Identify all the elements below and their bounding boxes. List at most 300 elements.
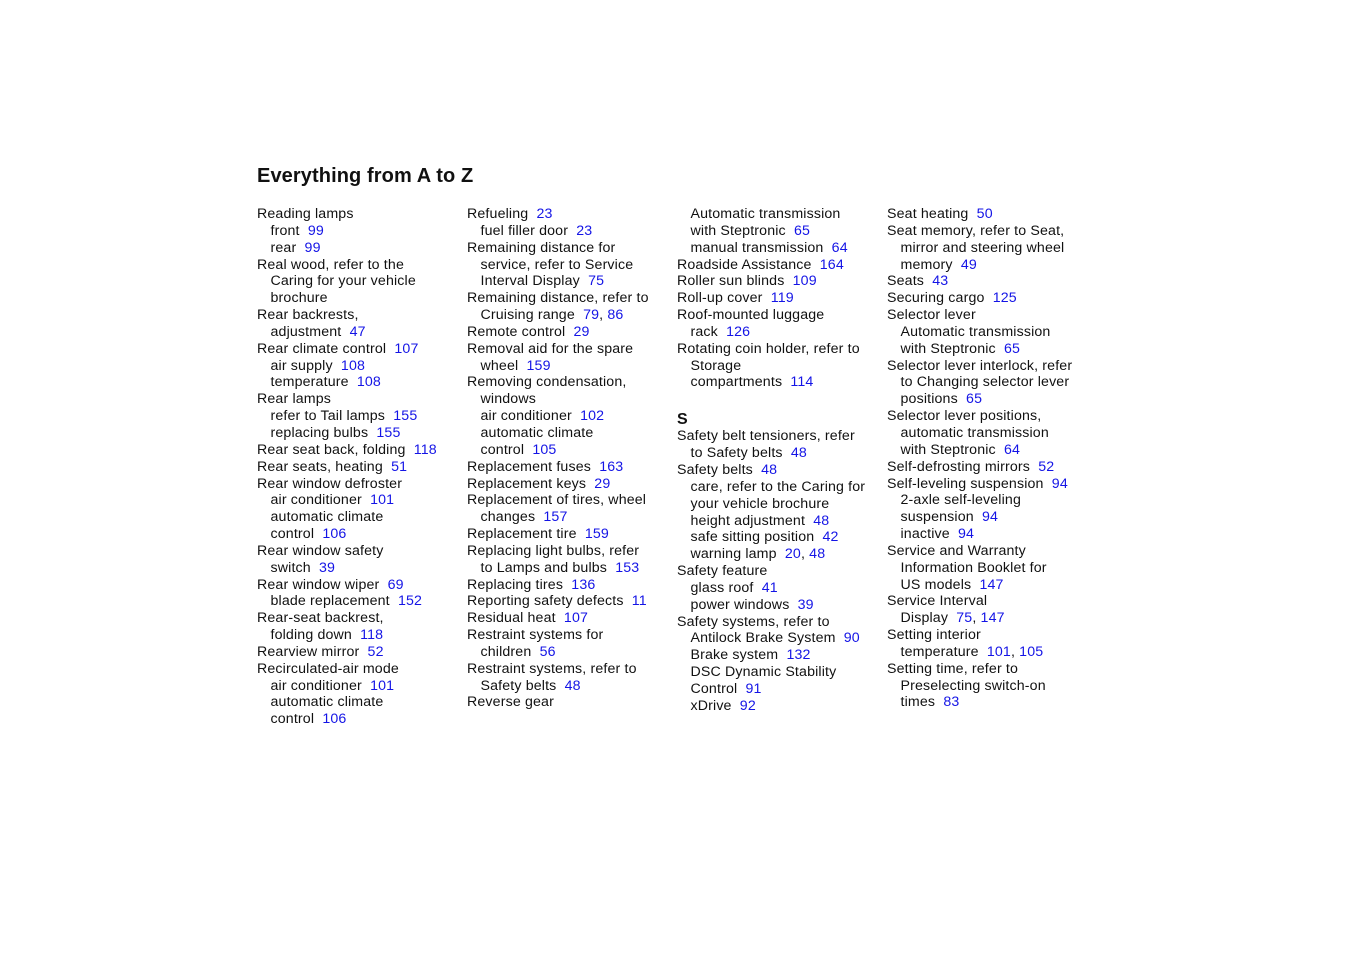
index-entry [257, 577, 462, 594]
index-entry [467, 694, 672, 711]
entry-text: Seats [887, 273, 925, 290]
entry-text: rack [690, 323, 718, 340]
index-subentry [677, 445, 882, 462]
entry-text: Rear-seat backrest, [257, 610, 384, 627]
entry-text: Replacement of tires, wheel [467, 492, 647, 509]
entry-text: Reverse gear [467, 694, 554, 711]
index-entry [887, 223, 1092, 240]
index-subentry [887, 374, 1092, 391]
page-link[interactable]: 119 [770, 290, 794, 307]
index-entry [467, 526, 672, 543]
entry-text: air conditioner [480, 408, 572, 425]
index-entry [257, 307, 462, 324]
index-subentry [257, 711, 462, 728]
entry-text: fuel filler door [480, 222, 569, 239]
page-link[interactable]: 83 [943, 694, 960, 711]
page-link[interactable]: 118 [413, 441, 437, 458]
page-link[interactable]: 132 [786, 647, 811, 664]
entry-text: Reporting safety defects [467, 593, 624, 610]
entry-text: Storage [690, 357, 742, 374]
page-link[interactable]: 105 [1019, 643, 1044, 660]
entry-text: Selector lever positions, [887, 408, 1042, 425]
page-link[interactable]: 106 [322, 526, 347, 543]
entry-text: wheel [480, 357, 519, 374]
entry-text: children [480, 643, 532, 660]
index-entry [467, 374, 672, 391]
index-entry [887, 307, 1092, 324]
page-link[interactable]: 64 [831, 239, 848, 256]
index-column-3 [677, 206, 882, 715]
page-link[interactable]: 49 [960, 256, 977, 273]
page-link[interactable]: 106 [322, 711, 347, 728]
index-entry [257, 543, 462, 560]
index-subentry [467, 425, 672, 442]
page-link[interactable]: 99 [304, 239, 321, 256]
index-entry [887, 543, 1092, 560]
index-subentry [677, 698, 882, 715]
entry-text: blade replacement [270, 593, 390, 610]
page-link[interactable]: 125 [992, 290, 1017, 307]
entry-text: Rear lamps [257, 391, 332, 408]
index-entry [887, 459, 1092, 476]
entry-text: to Lamps and bulbs [480, 559, 608, 576]
entry-text: Information Booklet for [900, 559, 1047, 576]
index-entry [257, 442, 462, 459]
index-subentry [887, 526, 1092, 543]
entry-text: Replacement tire [467, 526, 577, 543]
page-link[interactable]: 107 [394, 340, 419, 357]
index-subentry [257, 374, 462, 391]
index-subentry [257, 509, 462, 526]
index-column-4 [887, 206, 1092, 711]
entry-text: mirror and steering wheel [900, 239, 1065, 256]
index-subentry [467, 358, 672, 375]
entry-text: Restraint systems, refer to [467, 660, 637, 677]
entry-text: Setting time, refer to [887, 660, 1019, 677]
index-entry [677, 290, 882, 307]
page-link[interactable]: 48 [564, 677, 581, 694]
entry-text: manual transmission [690, 239, 824, 256]
page-link[interactable]: 105 [532, 441, 557, 458]
entry-text: US models [900, 576, 972, 593]
page-link[interactable]: 75 [588, 273, 605, 290]
index-entry [677, 273, 882, 290]
index-subentry [257, 593, 462, 610]
index-subentry [677, 223, 882, 240]
page-link[interactable]: 47 [349, 323, 366, 340]
entry-text: Rotating coin holder, refer to [677, 340, 860, 357]
page-link[interactable]: 136 [571, 576, 596, 593]
entry-text: folding down [270, 627, 352, 644]
index-subentry [257, 408, 462, 425]
entry-text: your vehicle brochure [690, 495, 830, 512]
entry-text: Safety belt tensioners, refer [677, 428, 855, 445]
entry-text: Selector lever interlock, refer [887, 357, 1073, 374]
entry-text: Automatic transmission [900, 323, 1051, 340]
entry-text: Service Interval [887, 593, 988, 610]
entry-text: Recirculated-air mode [257, 660, 399, 677]
entry-text: Self-leveling suspension [887, 475, 1044, 492]
page-link[interactable]: 118 [360, 627, 384, 644]
index-subentry [887, 391, 1092, 408]
page-link[interactable]: 126 [726, 323, 751, 340]
index-entry [887, 358, 1092, 375]
entry-text: Real wood, refer to the [257, 256, 404, 273]
page-link[interactable]: 92 [739, 697, 756, 714]
index-entry [677, 614, 882, 631]
entry-text: Caring for your vehicle [270, 273, 416, 290]
index-entry [887, 627, 1092, 644]
index-subentry [887, 341, 1092, 358]
page-link[interactable]: 29 [573, 323, 590, 340]
entry-text: Safety belts [677, 461, 753, 478]
page-link[interactable]: 101 [370, 677, 395, 694]
page-link[interactable]: 75 [956, 610, 973, 627]
entry-text: Safety systems, refer to [677, 613, 830, 630]
index-entry [467, 543, 672, 560]
index-subentry [467, 560, 672, 577]
entry-text: temperature [900, 643, 979, 660]
index-subentry: Cruising range 79, 86 [480, 307, 624, 324]
page-link[interactable]: 94 [1051, 475, 1068, 492]
index-entry [467, 610, 672, 627]
page-link[interactable]: 20 [784, 546, 801, 563]
page-link[interactable]: 11 [631, 593, 647, 610]
index-subentry [467, 391, 672, 408]
entry-text: to Safety belts [690, 445, 783, 462]
index-entry [257, 661, 462, 678]
index-subentry [887, 240, 1092, 257]
index-subentry [677, 374, 882, 391]
entry-text: Automatic transmission [690, 206, 841, 222]
entry-text: Rear seat back, folding [257, 441, 406, 458]
entry-text: Rear seats, heating [257, 458, 383, 475]
index-subentry [887, 442, 1092, 459]
entry-text: refer to Tail lamps [270, 408, 386, 425]
index-subentry [677, 597, 882, 614]
page-link[interactable]: 65 [794, 222, 811, 239]
entry-text: Remote control [467, 323, 566, 340]
index-subentry: temperature 101, 105 [900, 643, 1044, 660]
index-entry [887, 661, 1092, 678]
index-entry [467, 290, 672, 307]
entry-text: air supply [270, 357, 333, 374]
index-subentry [677, 358, 882, 375]
page-link[interactable]: 147 [980, 610, 1005, 627]
index-entry [467, 492, 672, 509]
page-link[interactable]: 51 [391, 458, 408, 475]
entry-text: automatic climate [270, 509, 384, 526]
index-subentry [257, 290, 462, 307]
entry-text: control [270, 526, 315, 543]
page-link[interactable]: 79 [583, 307, 600, 324]
entry-text: xDrive [690, 697, 732, 714]
index-subentry [887, 324, 1092, 341]
entry-text: Seat memory, refer to Seat, [887, 222, 1065, 239]
index-entry [467, 206, 672, 223]
entry-text: air conditioner [270, 677, 362, 694]
index-subentry: Display 75, 147 [900, 610, 1005, 627]
entry-text: Removing condensation, [467, 374, 627, 391]
index-subentry [677, 496, 882, 513]
entry-text: control [270, 711, 315, 728]
page-link[interactable]: 48 [809, 546, 826, 563]
page-link[interactable]: 23 [576, 222, 593, 239]
index-subentry [257, 678, 462, 695]
entry-text: Roadside Assistance [677, 256, 812, 273]
index-subentry [467, 408, 672, 425]
page-link[interactable]: 90 [843, 630, 860, 647]
index-entry [677, 341, 882, 358]
entry-text: brochure [270, 290, 328, 307]
index-subentry [257, 560, 462, 577]
index-subentry [257, 324, 462, 341]
page-link[interactable]: 157 [543, 509, 568, 526]
index-subentry [887, 577, 1092, 594]
page-link[interactable]: 101 [986, 643, 1011, 660]
entry-text: Self-defrosting mirrors [887, 458, 1030, 475]
index-entry [677, 307, 882, 324]
entry-text: with Steptronic [900, 340, 996, 357]
index-subentry [257, 358, 462, 375]
index-entry [887, 593, 1092, 610]
page-link[interactable]: 114 [790, 374, 814, 391]
page-link[interactable]: 99 [307, 222, 324, 239]
index-entry [467, 341, 672, 358]
index-entry [257, 459, 462, 476]
page-link[interactable]: 39 [319, 559, 336, 576]
page-link[interactable]: 101 [370, 492, 395, 509]
page-title: Everything from A to Z [257, 165, 474, 187]
index-column-1 [257, 206, 462, 728]
index-subentry [257, 694, 462, 711]
index-subentry [887, 694, 1092, 711]
entry-text: Replacing tires [467, 576, 564, 593]
entry-text: Reading lamps [257, 206, 354, 222]
page-link[interactable]: 42 [822, 529, 839, 546]
index-entry [257, 391, 462, 408]
entry-text: Brake system [690, 647, 779, 664]
entry-text: DSC Dynamic Stability [690, 664, 837, 681]
entry-text: automatic climate [270, 694, 384, 711]
entry-text: Roll-up cover [677, 290, 763, 307]
index-subentry [467, 223, 672, 240]
entry-text: control [480, 441, 525, 458]
index-subentry [677, 240, 882, 257]
entry-text: compartments [690, 374, 783, 391]
entry-text: power windows [690, 596, 790, 613]
entry-text: Roof-mounted luggage [677, 307, 825, 324]
index-subentry [257, 273, 462, 290]
page-link[interactable]: 23 [536, 206, 553, 222]
page-link[interactable]: 48 [761, 461, 778, 478]
index-entry [887, 290, 1092, 307]
entry-text: Safety belts [480, 677, 557, 694]
entry-text: replacing bulbs [270, 424, 369, 441]
page-link[interactable]: 69 [387, 576, 404, 593]
index-subentry [677, 664, 882, 681]
entry-text: air conditioner [270, 492, 362, 509]
index-subentry [257, 492, 462, 509]
entry-text: Antilock Brake System [690, 630, 836, 647]
entry-text: changes [480, 509, 536, 526]
index-subentry [257, 425, 462, 442]
entry-text: Display [900, 610, 949, 627]
index-subentry [887, 560, 1092, 577]
page-link[interactable]: 39 [797, 596, 814, 613]
entry-text: Service and Warranty [887, 542, 1026, 559]
index-entry [257, 206, 462, 223]
index-entry [257, 476, 462, 493]
index-entry [467, 593, 672, 610]
entry-text: Rear window wiper [257, 576, 380, 593]
page-link[interactable]: 91 [745, 680, 762, 697]
entry-text: Interval Display [480, 273, 580, 290]
index-subentry [467, 442, 672, 459]
index-entry [467, 476, 672, 493]
entry-text: glass roof [690, 579, 754, 596]
index-subentry [257, 223, 462, 240]
index-subentry [677, 580, 882, 597]
entry-text: temperature [270, 374, 349, 391]
entry-text: Rear window defroster [257, 475, 403, 492]
entry-text: Rearview mirror [257, 643, 360, 660]
index-subentry [677, 479, 882, 496]
entry-text: with Steptronic [690, 222, 786, 239]
index-subentry [677, 647, 882, 664]
entry-text: memory [900, 256, 953, 273]
page-link[interactable]: 164 [819, 256, 844, 273]
index-entry [467, 577, 672, 594]
page-link[interactable]: 159 [526, 357, 551, 374]
index-subentry [467, 273, 672, 290]
index-subentry [887, 509, 1092, 526]
index-entry [467, 661, 672, 678]
index-subentry [257, 240, 462, 257]
page-link[interactable]: 102 [580, 408, 605, 425]
entry-text: times [900, 694, 936, 711]
entry-text: 2-axle self-leveling [900, 492, 1021, 509]
index-subentry [677, 681, 882, 698]
section-gap [677, 391, 882, 411]
entry-text: windows [480, 391, 536, 408]
index-subentry [467, 509, 672, 526]
entry-text: automatic climate [480, 424, 594, 441]
index-entry [677, 563, 882, 580]
page-link[interactable]: 147 [979, 576, 1004, 593]
page-link[interactable]: 159 [584, 526, 609, 543]
index-subentry [887, 425, 1092, 442]
page-link[interactable]: 155 [393, 408, 418, 425]
entry-text: Cruising range [480, 307, 575, 324]
index-entry [467, 324, 672, 341]
index-entry [887, 476, 1092, 493]
page-link[interactable]: 153 [615, 559, 640, 576]
index-column-2 [467, 206, 672, 711]
entry-text: suspension [900, 509, 974, 526]
page-link[interactable]: 94 [958, 526, 975, 543]
entry-text: Securing cargo [887, 290, 985, 307]
page-link[interactable]: 108 [356, 374, 381, 391]
page-link[interactable]: 86 [607, 307, 624, 324]
index-entry [677, 428, 882, 445]
index-subentry [677, 206, 882, 223]
entry-text: rear [270, 239, 297, 256]
index-subentry [887, 257, 1092, 274]
entry-text: Remaining distance for [467, 239, 616, 256]
page-link[interactable]: 52 [1038, 458, 1055, 475]
entry-text: Rear window safety [257, 542, 384, 559]
page-link[interactable]: 64 [1004, 441, 1021, 458]
index-entry [677, 462, 882, 479]
entry-text: Setting interior [887, 627, 981, 644]
index-entry [677, 257, 882, 274]
page-link[interactable]: 152 [397, 593, 423, 610]
entry-text: care, refer to the Caring for [690, 478, 866, 495]
index-subentry [887, 492, 1092, 509]
index-subentry [887, 678, 1092, 695]
entry-text: Selector lever [887, 307, 976, 324]
entry-text: Rear backrests, [257, 307, 359, 324]
section-letter-heading: S [677, 411, 688, 429]
page-link[interactable]: 43 [932, 273, 949, 290]
page-link[interactable]: 48 [790, 445, 807, 462]
index-subentry [467, 644, 672, 661]
index-entry [257, 341, 462, 358]
page-link[interactable]: 56 [539, 643, 556, 660]
entry-text: positions [900, 391, 958, 408]
index-entry [887, 408, 1092, 425]
entry-text: Refueling [467, 206, 529, 222]
page-link[interactable]: 155 [376, 424, 401, 441]
index-subentry [677, 513, 882, 530]
page-link[interactable]: 29 [594, 475, 611, 492]
entry-text: Preselecting switch-on [900, 677, 1046, 694]
page-link[interactable]: 65 [966, 391, 983, 408]
index-subentry [677, 324, 882, 341]
entry-text: service, refer to Service [480, 256, 634, 273]
page-link[interactable]: 65 [1004, 340, 1021, 357]
page-link[interactable]: 50 [976, 206, 993, 222]
page-link[interactable]: 48 [813, 512, 830, 529]
page-link[interactable]: 94 [981, 509, 999, 526]
entry-text: Rear climate control [257, 340, 387, 357]
page-link[interactable]: 109 [792, 273, 817, 290]
page-link[interactable]: 163 [599, 458, 624, 475]
entry-text: Removal aid for the spare [467, 340, 634, 357]
index-entry [467, 627, 672, 644]
entry-text: Safety feature [677, 563, 768, 580]
entry-text: Replacement keys [467, 475, 587, 492]
page-link[interactable]: 108 [340, 357, 366, 374]
entry-text: adjustment [270, 323, 342, 340]
index-entry [467, 240, 672, 257]
entry-text: Seat heating [887, 206, 969, 222]
page-link[interactable]: 52 [367, 643, 384, 660]
entry-text: Restraint systems for [467, 627, 604, 644]
entry-text: warning lamp [690, 546, 777, 563]
index-entry [887, 273, 1092, 290]
entry-text: to Changing selector lever [900, 374, 1070, 391]
page-link[interactable]: 107 [563, 610, 589, 627]
index-subentry [257, 526, 462, 543]
entry-text: front [270, 222, 300, 239]
index-entry [257, 257, 462, 274]
page-link[interactable]: 41 [761, 579, 778, 596]
index-entry [467, 459, 672, 476]
index-subentry [677, 529, 882, 546]
entry-text: Roller sun blinds [677, 273, 785, 290]
